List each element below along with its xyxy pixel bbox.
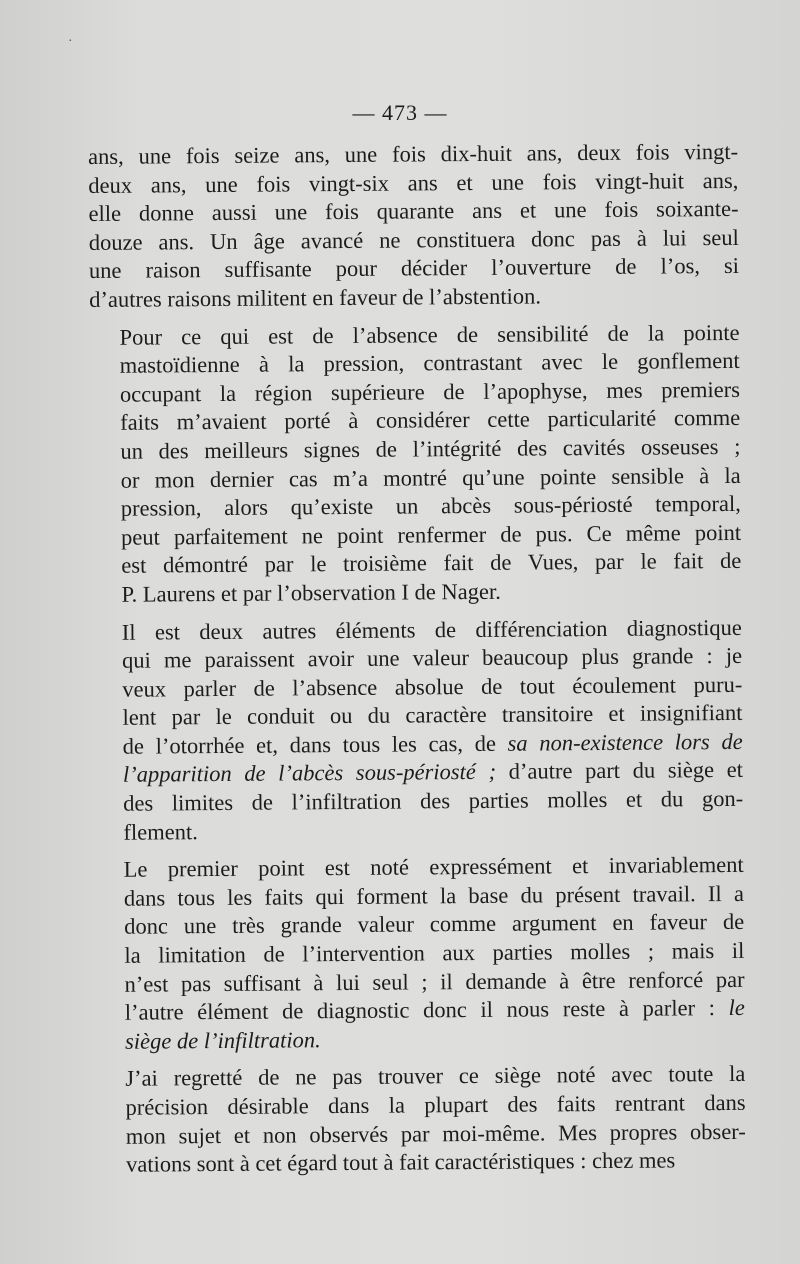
text-segment: dans tous les faits qui forment la base du présent travail. Il a	[123, 880, 745, 911]
text-line	[89, 281, 739, 315]
text-segment: Il est deux autres éléments de différenciation diagnostique	[121, 614, 742, 645]
text-segment: P. Laurens et par l’observation I de Nager.	[121, 578, 501, 607]
text-segment: occupant la région supérieure de l’apophyse, mes premiers	[119, 376, 741, 407]
text-segment: or mon dernier cas m’a montré qu’une pointe sensible à la	[120, 462, 741, 493]
italic-text: sa non-existence lors de	[507, 728, 743, 756]
text-line	[95, 1089, 745, 1123]
text-segment: est démontré par le troisième fait de Vues, par le fait de	[121, 548, 742, 579]
text-segment: l’autre élément de diagnostic donc il nous reste à parler :	[124, 995, 729, 1025]
text-segment: d’autre part du siège et	[495, 757, 744, 785]
text-segment: peut parfaitement ne point renfermer de pus. Ce même point	[120, 519, 742, 550]
text-line	[91, 547, 741, 581]
text-line	[93, 814, 743, 848]
text-line	[89, 252, 739, 286]
italic-text: siège de l’infiltration.	[124, 1027, 321, 1054]
text-segment: une raison suffisante pour décider l’ouverture de l’os, si	[88, 253, 740, 284]
text-segment: deux ans, une fois vingt-six ans et une fois vingt-huit ans,	[88, 167, 739, 198]
paragraph	[95, 1060, 746, 1179]
text-segment: lent par le conduit ou du caractère transitoire et insignifiant	[122, 700, 743, 731]
text-segment: vations sont à cet égard tout à fait caractéristiques : chez mes	[125, 1147, 676, 1177]
text-segment: la limitation de l’intervention aux parties molles ; mais il	[124, 937, 745, 968]
text-segment: elle donne aussi une fois quarante ans et une fois soixante-	[88, 196, 739, 227]
text-segment: Pour ce qui est de l’absence de sensibilité de la pointe	[119, 319, 740, 350]
text-segment: faits m’avaient porté à considérer cette particularité comme	[120, 405, 741, 436]
text-segment: mon sujet et non observés par moi-même. Mes propres obser-	[125, 1118, 746, 1149]
text-segment: donc une très grande valeur comme argument en faveur de	[124, 909, 745, 940]
italic-text: l’apparition de l’abcès sous-périosté ;	[122, 759, 497, 788]
text-line	[92, 642, 742, 676]
text-segment: précision désirable dans la plupart des faits rentrant dans	[125, 1089, 746, 1120]
text-segment: Le premier point est noté expressément et invariablement	[123, 852, 744, 882]
text-line	[91, 576, 741, 610]
text-segment: d’autres raisons militent en faveur de l’abstention.	[89, 283, 542, 312]
text-line	[88, 138, 738, 172]
text-line	[96, 1146, 746, 1180]
text-line	[95, 994, 745, 1028]
text-segment: J’ai regretté de ne pas trouver ce siège noté avec toute la	[125, 1061, 746, 1092]
text-segment: des limites de l’infiltration des parties molles et du gon-	[123, 785, 744, 816]
paragraph	[89, 318, 741, 609]
text-line	[94, 937, 744, 971]
paragraph	[88, 138, 739, 315]
paragraph	[92, 613, 744, 847]
text-line	[90, 433, 740, 467]
text-segment: un des meilleurs signes de l’intégrité des cavités osseuses ;	[120, 433, 741, 464]
paragraph	[94, 851, 746, 1056]
text-segment: mastoïdienne à la pression, contrastant avec le gonflement	[119, 348, 740, 378]
text-line	[95, 1023, 745, 1057]
text-segment: flement.	[123, 818, 198, 845]
text-segment: veux parler de l’absence absolue de tout écoulement puru-	[122, 671, 743, 702]
italic-text: le	[728, 995, 745, 1021]
text-segment: qui me paraissent avoir une valeur beaucoup plus grande : je	[121, 642, 743, 673]
page-number: — 473 —	[352, 100, 448, 125]
text-segment: de l’otorrhée et, dans tous les cas, de	[122, 730, 508, 759]
body-text	[88, 138, 746, 1189]
text-segment: pression, alors qu’existe un abcès sous-périosté temporal,	[120, 491, 741, 521]
text-segment: douze ans. Un âge avancé ne constituera donc pas à lui seul	[88, 224, 739, 255]
text-line	[93, 785, 743, 819]
text-segment: ans, une fois seize ans, une fois dix-huit ans, deux fois vingt-	[88, 138, 739, 169]
text-segment: n’est pas suffisant à lui seul ; il demande à être renforcé par	[124, 966, 745, 997]
ink-speck: ·	[68, 34, 73, 49]
